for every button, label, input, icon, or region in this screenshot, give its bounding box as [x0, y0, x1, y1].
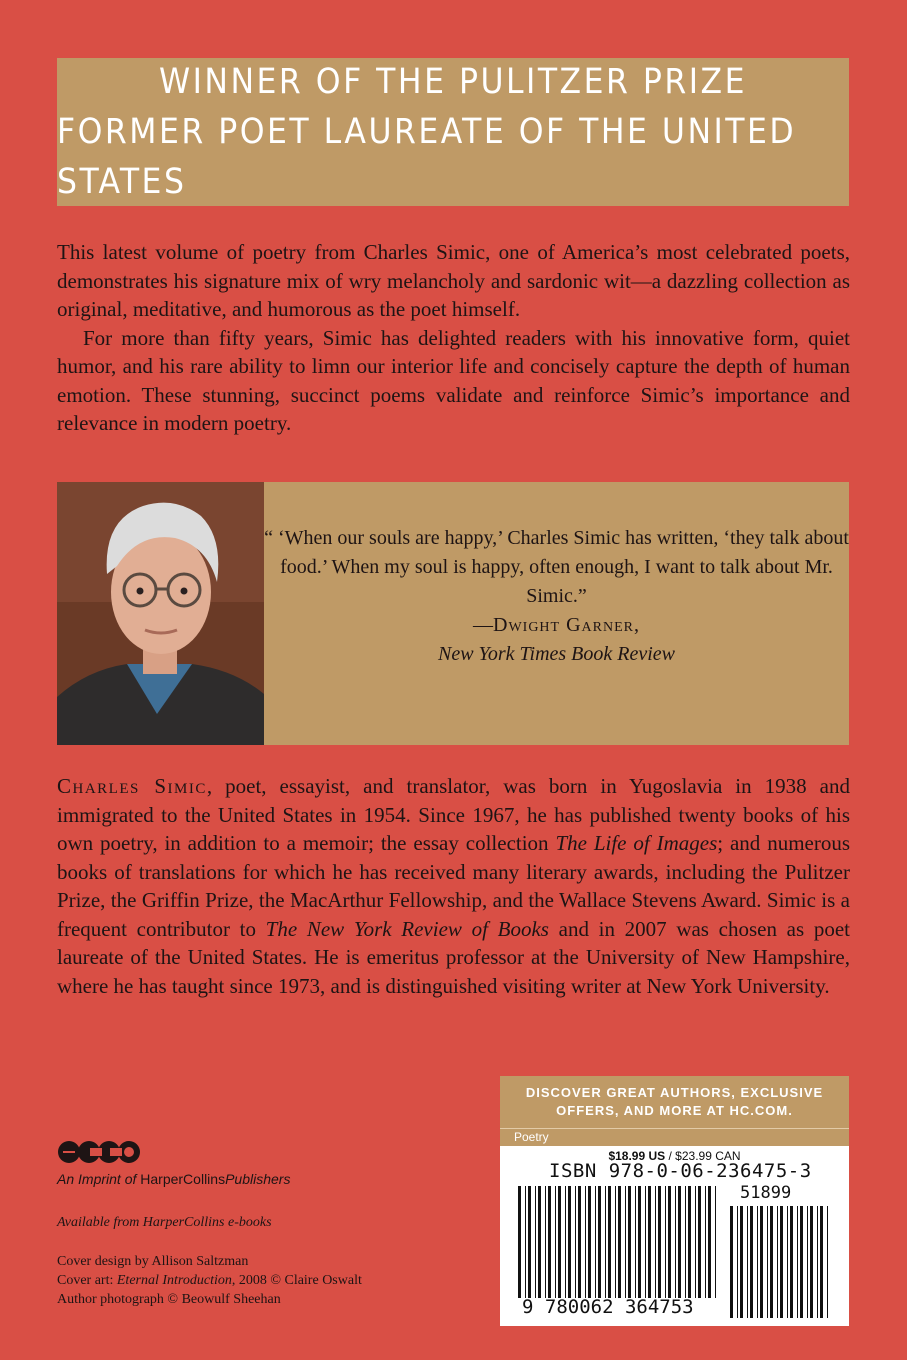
quote-text: “ ‘When our souls are happy,’ Charles Simic has written, ‘they talk about food.’ When my soul is happy, often enough, I want to talk about Mr. Simic.”: [264, 527, 849, 607]
quote-author: Dwight Garner,: [493, 614, 640, 636]
bio-book-life-of-images: The Life of Images: [555, 831, 718, 855]
award-banner: [57, 58, 849, 206]
credit-photo: Author photograph © Beowulf Sheehan: [57, 1292, 281, 1307]
author-photo: [57, 482, 264, 745]
price-addon-code: 51899: [740, 1183, 792, 1203]
addon-barcode: [730, 1206, 830, 1318]
quote-source: New York Times Book Review: [437, 643, 676, 665]
credit-design: Cover design by Allison Saltzman: [57, 1254, 249, 1269]
price-label: $18.99 US / $23.99 CAN: [608, 1149, 741, 1163]
bio-author-name: Charles Simic: [57, 774, 207, 798]
isbn-text: ISBN 978-0-06-236475-3: [549, 1160, 812, 1182]
quote-dash: —: [473, 614, 493, 636]
book-description: [57, 238, 850, 438]
bio-book-nyrb: The New York Review of Books: [265, 916, 549, 941]
barcode-digits: 9 780062 364753: [522, 1296, 694, 1318]
author-bio: Charles Simic, poet, essayist, and translator, was born in Yugoslavia in 1938 and immigrated to the United States in 1954. Since 1967, he has published twenty books of his own poetry, in addition to a memoir; the essay collection The Life of Images; and numerous books of translations for which he has received many literary awards, including the Pulitzer Prize, the Griffin Prize, the MacArthur Fellowship, and the Wallace Stevens Award. Simic is a frequent contributor to The New York Review of Books and in 2007 was chosen as poet laureate of the United States. He is emeritus professor at the University of New Hampshire, where he has taught since 1973, and is distinguished visiting writer at New York University.: [57, 774, 851, 998]
isbn-barcode: [518, 1186, 718, 1298]
ebooks-note: Available from HarperCollins e-books: [57, 1215, 272, 1230]
discover-banner: DISCOVER GREAT AUTHORS, EXCLUSIVE OFFERS, AND MORE AT HC.COM.: [500, 1076, 849, 1128]
credit-art: Cover art: Eternal Introduction, 2008 © Claire Oswalt: [57, 1273, 362, 1288]
banner-line-pulitzer: WINNER OF THE PULITZER PRIZE: [159, 62, 747, 102]
imprint-line: An Imprint of HarperCollinsPublishers: [57, 1171, 291, 1187]
review-quote-panel: [57, 482, 849, 745]
description-paragraph-2: For more than fifty years, Simic has delighted readers with his innovative form, quiet humor, and his rare ability to limn our interior life and concisely capture the depth of human emotion. These stunning, succinct poems validate and reinforce Simic’s importance and relevance in modern poetry.: [57, 325, 850, 435]
banner-line-laureate: FORMER POET LAUREATE OF THE UNITED STATES: [57, 112, 797, 202]
description-paragraph-1: This latest volume of poetry from Charles Simic, one of America’s most celebrated poets, demonstrates his signature mix of wry melancholy and sardonic wit—a dazzling collection as original, meditative, and humorous as the poet himself.: [57, 240, 850, 321]
barcode-panel: [500, 1146, 849, 1326]
review-quote: [264, 524, 849, 669]
quote-attribution: [264, 611, 849, 640]
ecco-logo: [57, 1138, 143, 1171]
category-label: Poetry: [500, 1128, 849, 1146]
cover-credits: [57, 1252, 362, 1309]
